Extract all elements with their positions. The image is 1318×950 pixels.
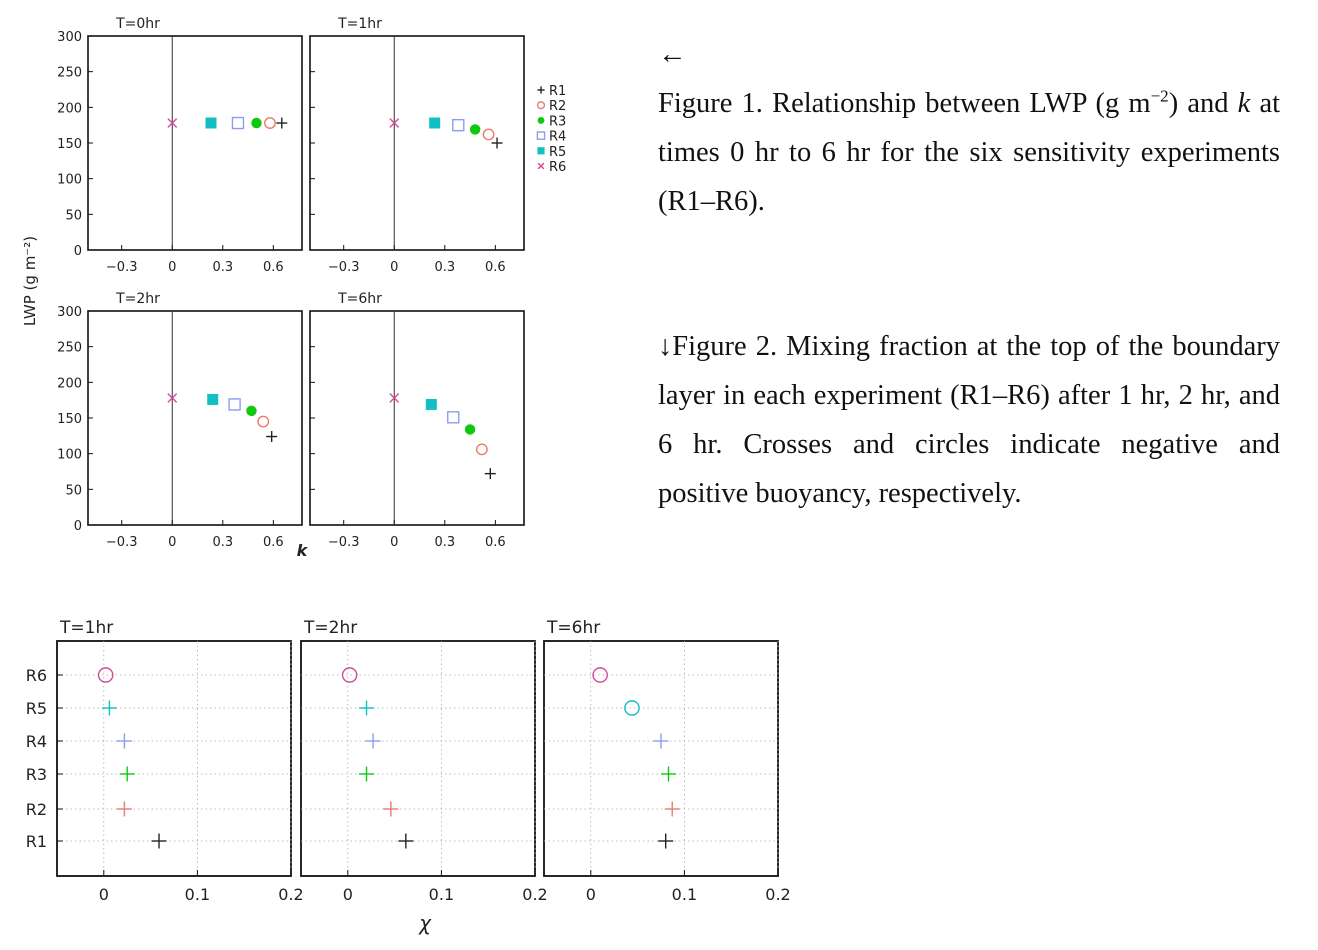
chi-panel-2-point-r2 <box>383 802 398 817</box>
lwp-panel-1-xtick-label: 0 <box>168 260 177 275</box>
lwp-panel-1-point-r1 <box>276 118 287 129</box>
chi-category-label-r2: R2 <box>25 800 47 819</box>
lwp-panel-1-ytick-label: 300 <box>57 30 82 45</box>
lwp-panel-2-point-r2 <box>483 129 493 139</box>
chi-panel-1-point-r2 <box>117 802 132 817</box>
figure-2-caption <box>658 322 1280 518</box>
lwp-panel-3-xtick-label: 0.3 <box>212 535 234 550</box>
lwp-panel-3-point-r5 <box>207 394 218 405</box>
chi-panel-2-point-r5 <box>359 701 374 716</box>
legend-marker-r1 <box>537 86 544 93</box>
figure-1-caption-k: k <box>1237 88 1251 119</box>
lwp-panel-3-frame <box>88 311 302 525</box>
chi-panel-3-point-r6 <box>593 668 607 682</box>
legend-marker-r5 <box>537 147 544 154</box>
chi-x-axis-label: χ <box>419 911 431 935</box>
figure-2-caption-text: Figure 2. Mixing fraction at the top of the boundary layer in each experiment (R1–R6) after 1 hr, 2 hr, and 6 hr. Crosses and circles indicate negative and positive buoyancy, respectively. <box>658 331 1280 509</box>
figure-1-caption-text-a: Figure 1. Relationship between LWP (g m <box>658 88 1151 119</box>
lwp-panel-3-xtick-label: 0.6 <box>263 535 284 550</box>
chi-panel-2-point-r3 <box>359 767 374 782</box>
chi-panel-1-point-r4 <box>117 734 132 749</box>
legend-label-r3: R3 <box>549 114 567 130</box>
chi-panel-1-point-r1 <box>152 834 167 849</box>
chi-panel-2-title: T=2hr <box>304 618 358 638</box>
lwp-panel-4-point-r5 <box>426 399 437 410</box>
lwp-panel-2-point-r1 <box>492 138 503 149</box>
down-arrow-icon: ↓ <box>658 331 673 362</box>
chi-category-label-r5: R5 <box>25 699 47 718</box>
lwp-panel-3-ytick-label: 0 <box>73 519 82 534</box>
lwp-panel-1-point-r4 <box>232 118 243 129</box>
chi-panel-1-point-r3 <box>120 767 135 782</box>
chi-panel-1-xtick-label: 0 <box>98 885 109 904</box>
lwp-panel-1-ytick-label: 250 <box>57 65 82 81</box>
lwp-panel-1-ytick-label: 0 <box>73 244 82 259</box>
lwp-panel-1-point-r3 <box>251 118 261 128</box>
chi-category-label-r1: R1 <box>25 832 47 851</box>
lwp-panel-2-point-r4 <box>453 120 464 131</box>
lwp-panel-3-xtick-label: −0.3 <box>105 535 138 550</box>
legend-marker-r3 <box>538 117 545 124</box>
chi-panel-2-point-r6 <box>343 668 357 682</box>
legend-marker-r6 <box>538 163 544 169</box>
legend-label-r1: R1 <box>549 84 567 99</box>
chi-panel-3-title: T=6hr <box>547 618 601 638</box>
lwp-panel-3-xtick-label: 0 <box>168 535 177 550</box>
lwp-panel-4-xtick-label: 0.6 <box>485 535 506 550</box>
lwp-y-axis-label: LWP (g m⁻²) <box>21 235 39 327</box>
chi-panel-2-point-r1 <box>398 834 413 849</box>
lwp-panel-1-xtick-label: −0.3 <box>105 260 138 275</box>
chi-panel-3-point-r5 <box>625 701 639 715</box>
figure-1-caption <box>658 30 1280 226</box>
lwp-x-axis-label: k <box>296 541 308 560</box>
lwp-panel-2-point-r3 <box>470 124 480 134</box>
lwp-panel-3-ytick-label: 50 <box>65 483 82 499</box>
chi-panel-3-point-r3 <box>661 767 676 782</box>
chi-panel-3-point-r4 <box>654 734 669 749</box>
chi-panel-2-xtick-label: 0 <box>342 885 353 904</box>
chi-category-label-r3: R3 <box>25 765 47 784</box>
lwp-panel-1-xtick-label: 0.3 <box>212 260 234 275</box>
lwp-panel-1-point-r5 <box>206 118 217 129</box>
chi-panel-1-xtick-label: 0.1 <box>184 885 211 904</box>
legend-marker-r2 <box>538 102 545 109</box>
chi-panel-1-point-r6 <box>99 668 113 682</box>
lwp-panel-1-point-r2 <box>265 118 275 128</box>
chi-panel-3-xtick-label: 0 <box>585 885 596 904</box>
left-arrow-icon: ← <box>658 39 687 70</box>
lwp-panel-4-frame <box>310 311 524 525</box>
figure-1-caption-superscript: −2 <box>1150 86 1169 106</box>
lwp-panel-3-ytick-label: 150 <box>57 412 82 427</box>
chi-panel-3-point-r1 <box>658 834 673 849</box>
lwp-panel-4-point-r4 <box>448 412 459 423</box>
lwp-panel-1-frame <box>88 36 302 250</box>
lwp-panel-4-xtick-label: 0.3 <box>434 535 456 550</box>
lwp-panel-4-xtick-label: −0.3 <box>327 535 360 550</box>
lwp-panel-3-point-r1 <box>266 431 277 442</box>
lwp-panel-3-point-r2 <box>258 416 268 426</box>
lwp-panel-3-ytick-label: 100 <box>57 447 82 463</box>
lwp-panel-1-ytick-label: 200 <box>57 101 82 117</box>
chi-panel-3-xtick-label: 0.1 <box>671 885 698 904</box>
lwp-panel-4-point-r1 <box>485 468 496 479</box>
lwp-panel-4-title: T=6hr <box>338 291 382 307</box>
lwp-panel-1-xtick-label: 0.6 <box>263 260 284 275</box>
legend-marker-r4 <box>537 132 544 139</box>
lwp-panel-3-point-r4 <box>229 399 240 410</box>
chi-panel-2-point-r4 <box>366 734 381 749</box>
chi-panel-3-point-r2 <box>665 802 680 817</box>
chi-category-label-r4: R4 <box>25 732 47 751</box>
lwp-panel-2-xtick-label: −0.3 <box>327 260 360 275</box>
lwp-panel-2-title: T=1hr <box>338 16 382 32</box>
lwp-panel-3-ytick-label: 200 <box>57 376 82 392</box>
lwp-panel-1-ytick-label: 150 <box>57 137 82 152</box>
figure-1-caption-text-b: ) and <box>1168 88 1229 119</box>
lwp-panel-4-xtick-label: 0 <box>390 535 399 550</box>
lwp-panel-2-xtick-label: 0.3 <box>434 260 456 275</box>
lwp-panel-1-ytick-label: 100 <box>57 172 82 188</box>
lwp-panel-2-xtick-label: 0.6 <box>485 260 506 275</box>
lwp-panel-4-point-r2 <box>477 444 487 454</box>
chi-panel-1-xtick-label: 0.2 <box>278 885 304 904</box>
chi-panel-2-xtick-label: 0.2 <box>522 885 548 904</box>
lwp-panel-3-point-r3 <box>246 406 256 416</box>
lwp-panel-1-title: T=0hr <box>116 16 160 32</box>
lwp-panel-3-ytick-label: 250 <box>57 340 82 356</box>
legend-label-r5: R5 <box>549 144 567 160</box>
lwp-panel-3-ytick-label: 300 <box>57 305 82 320</box>
lwp-panel-3-title: T=2hr <box>116 291 160 307</box>
legend-label-r2: R2 <box>549 99 567 115</box>
legend-label-r4: R4 <box>549 129 567 145</box>
lwp-panel-4-point-r3 <box>465 424 475 434</box>
lwp-panel-1-ytick-label: 50 <box>65 208 82 224</box>
chi-panel-1-title: T=1hr <box>60 618 114 638</box>
lwp-panel-2-point-r5 <box>429 118 440 129</box>
chi-panel-2-xtick-label: 0.1 <box>428 885 455 904</box>
chi-category-label-r6: R6 <box>25 666 47 685</box>
lwp-panel-2-xtick-label: 0 <box>390 260 399 275</box>
legend-label-r6: R6 <box>549 160 567 175</box>
chi-panel-3-xtick-label: 0.2 <box>765 885 791 904</box>
figure-1-caption-text-c: at times 0 hr to 6 hr for the six sensitivity experiments (R1–R6). <box>658 88 1281 217</box>
